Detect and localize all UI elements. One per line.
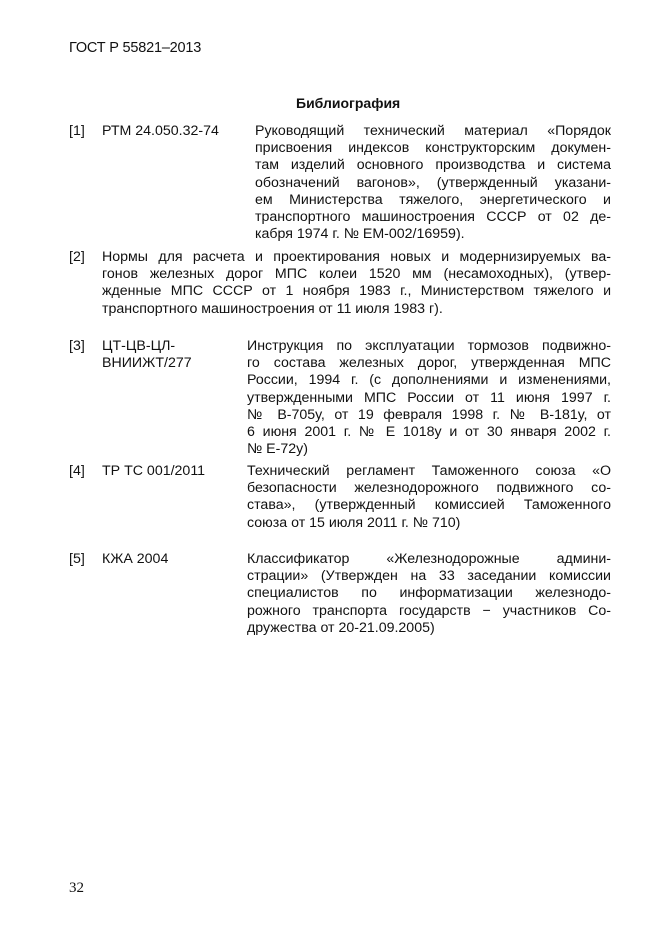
document-header: ГОСТ Р 55821–2013 bbox=[69, 40, 202, 56]
entry-2-number: [2] bbox=[69, 249, 85, 265]
entry-4-number: [4] bbox=[69, 463, 85, 479]
page-number: 32 bbox=[69, 880, 84, 896]
entry-4-text: Технический регламент Таможенного союза «О безопасности железнодорожного подвижного со- става», (утвержденный комиссией Таможенного союза от 15 июля 2011 г. № 710) bbox=[247, 463, 611, 531]
entry-5-number: [5] bbox=[69, 551, 85, 567]
entry-3-number: [3] bbox=[69, 338, 85, 354]
entry-1-code: РТМ 24.050.32-74 bbox=[102, 123, 219, 139]
entry-1-number: [1] bbox=[69, 123, 85, 139]
entry-2-text: Нормы для расчета и проектирования новых и модернизируемых ва- гонов железных дорог МПС колеи 1520 мм (несамоходных), (утвер- жденные МПС СССР от 1 ноября 1983 г., Министерством тяжелого и транспортного машиностроения от 11 июля 1983 г). bbox=[102, 249, 611, 317]
entry-5-text: Классификатор «Железнодорожные админи- страции» (Утвержден на 33 заседании комиссии специалистов по информатизации железнодо- рожного транспорта государств − участников Со- дружества от 20-21.09.2005) bbox=[247, 551, 611, 636]
entry-3-text: Инструкция по эксплуатации тормозов подвижно- го состава железных дорог, утвержденная МПС России, 1994 г. (с дополнениями и изменениями, утвержденными МПС России от 11 июня 1997 г. № В-705у, от 19 февраля 1998 г. № В-181у, от 6 июня 2001 г. № Е 1018у и от 30 января 2002 г. № Е-72у) bbox=[247, 338, 611, 458]
entry-1-text: Руководящий технический материал «Порядок присвоения индексов конструкторским докумен- там изделий основного производства и система обозначений вагонов», (утвержденный указани- ем Министерства тяжелого, энергетического и транспортного машиностроения СССР от 02 де- кабря 1974 г. № ЕМ-002/16959). bbox=[255, 123, 611, 243]
entry-3-code: ЦТ-ЦВ-ЦЛ- ВНИИЖТ/277 bbox=[102, 338, 192, 372]
entry-5-code: КЖА 2004 bbox=[102, 551, 169, 567]
page-title: Библиография bbox=[296, 95, 401, 111]
entry-4-code: ТР ТС 001/2011 bbox=[102, 463, 206, 479]
